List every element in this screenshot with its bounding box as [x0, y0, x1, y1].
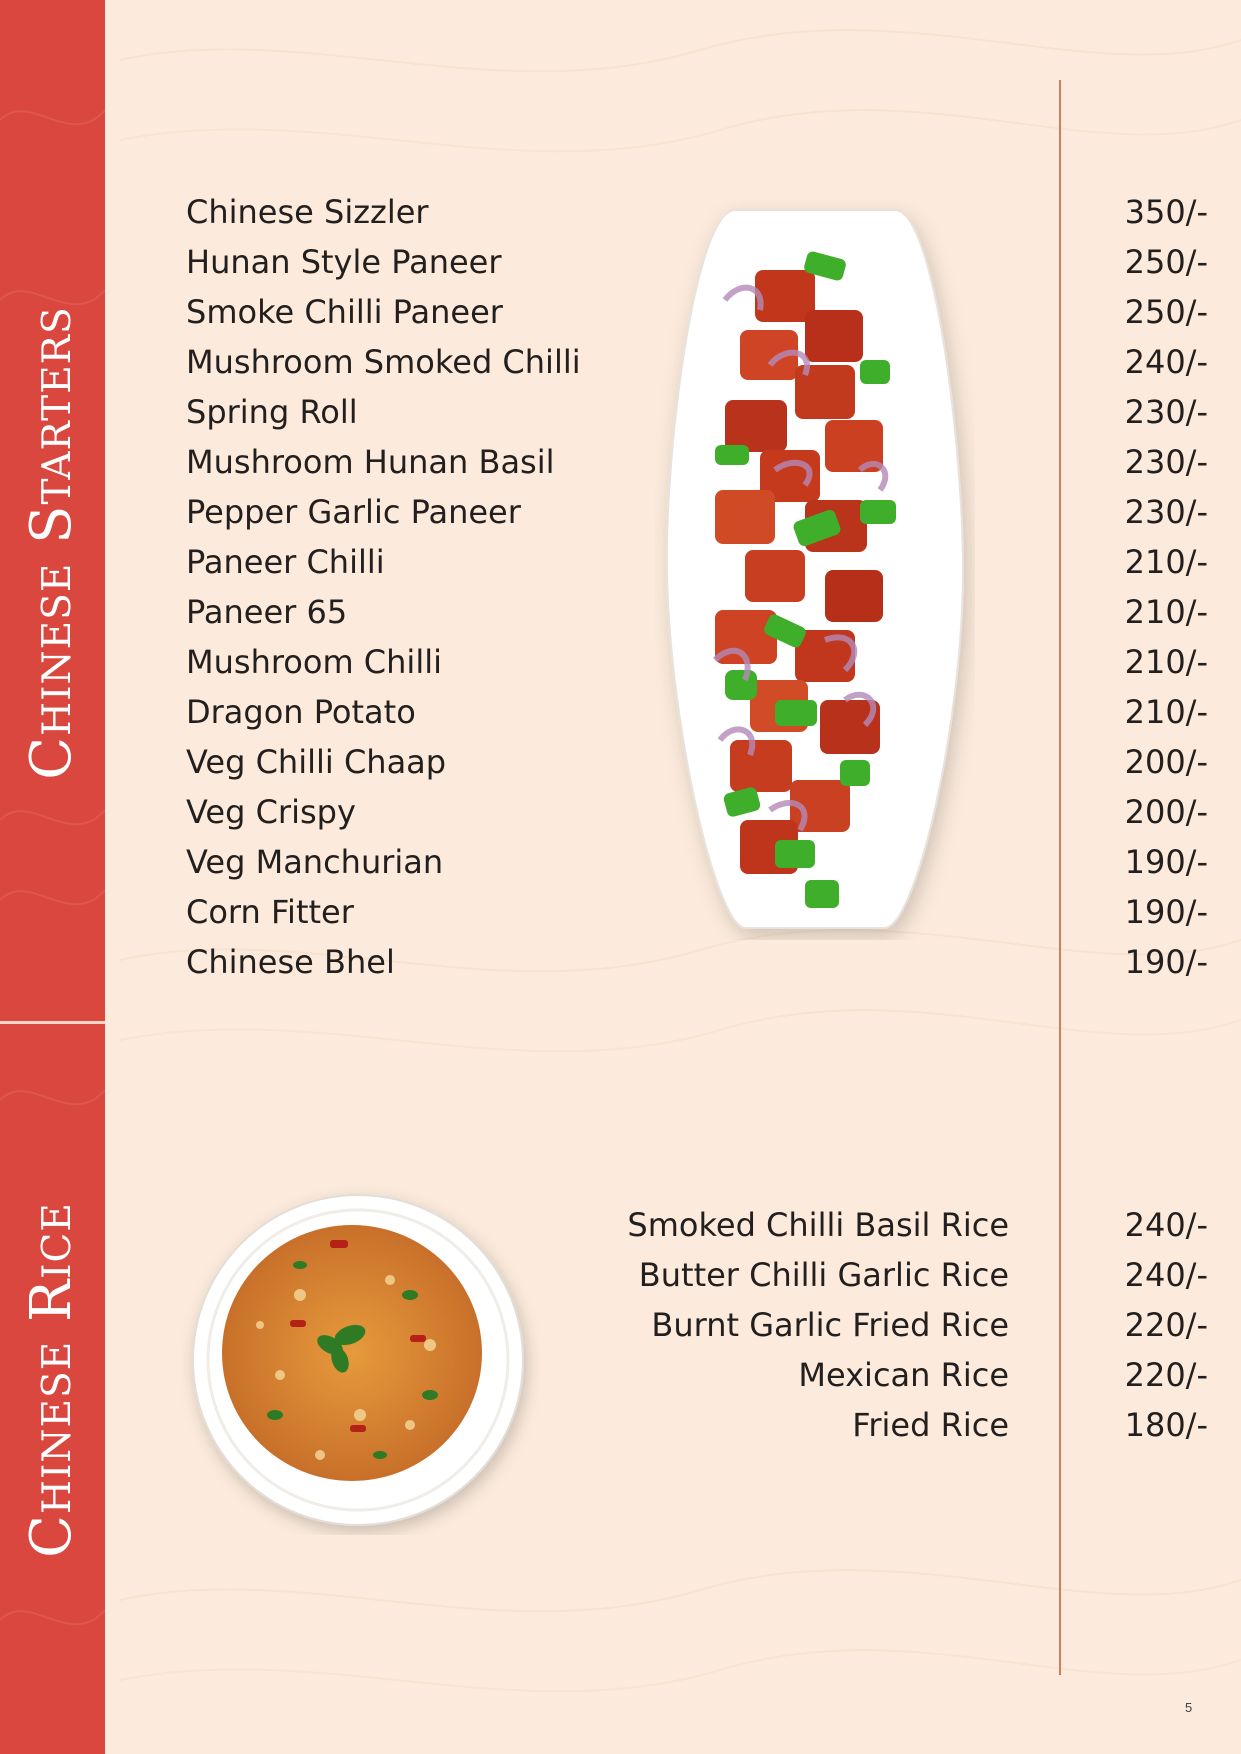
starters-item-name: Veg Crispy	[186, 793, 356, 831]
starters-item-name: Hunan Style Paneer	[186, 243, 502, 281]
starters-item-price: 210/-	[1124, 543, 1208, 581]
starters-item-price: 200/-	[1124, 793, 1208, 831]
rice-item-price: 180/-	[1124, 1406, 1208, 1444]
starters-item-price: 250/-	[1124, 293, 1208, 331]
starters-item-name: Chinese Sizzler	[186, 193, 429, 231]
starters-item-name: Mushroom Smoked Chilli	[186, 343, 581, 381]
rice-price-list	[1078, 1200, 1208, 1450]
starters-item-list	[186, 187, 581, 987]
starters-item-name: Mushroom Chilli	[186, 643, 442, 681]
starters-item-name: Smoke Chilli Paneer	[186, 293, 503, 331]
starters-item-price: 250/-	[1124, 243, 1208, 281]
starters-item-price: 190/-	[1124, 843, 1208, 881]
starters-item-name: Veg Manchurian	[186, 843, 444, 881]
rice-item-list	[589, 1200, 1009, 1450]
starters-price-list	[1078, 187, 1208, 987]
starters-item-name: Corn Fitter	[186, 893, 354, 931]
starters-item-price: 230/-	[1124, 493, 1208, 531]
rice-item-name: Mexican Rice	[798, 1356, 1009, 1394]
starters-item-price: 240/-	[1124, 343, 1208, 381]
rice-item-price: 240/-	[1124, 1206, 1208, 1244]
fried-rice-dish-image	[180, 1185, 540, 1535]
starters-item-price: 200/-	[1124, 743, 1208, 781]
starters-item-name: Dragon Potato	[186, 693, 416, 731]
starters-item-name: Spring Roll	[186, 393, 358, 431]
rice-item-price: 220/-	[1124, 1306, 1208, 1344]
rice-item-name: Butter Chilli Garlic Rice	[638, 1256, 1009, 1294]
starters-item-price: 210/-	[1124, 693, 1208, 731]
rice-item-price: 220/-	[1124, 1356, 1208, 1394]
section-title-starters: Chinese Starters	[19, 306, 84, 780]
rice-item-name: Fried Rice	[852, 1406, 1009, 1444]
starters-item-price: 350/-	[1124, 193, 1208, 231]
price-column-rule	[1059, 80, 1061, 1675]
band-divider	[0, 1021, 105, 1024]
starters-item-name: Chinese Bhel	[186, 943, 395, 981]
starters-item-price: 210/-	[1124, 593, 1208, 631]
chilli-paneer-dish-image	[655, 200, 975, 940]
starters-item-name: Paneer 65	[186, 593, 348, 631]
rice-item-name: Smoked Chilli Basil Rice	[627, 1206, 1009, 1244]
starters-item-name: Paneer Chilli	[186, 543, 385, 581]
starters-item-name: Pepper Garlic Paneer	[186, 493, 521, 531]
starters-item-name: Veg Chilli Chaap	[186, 743, 447, 781]
page-number: 5	[1185, 1700, 1193, 1715]
rice-item-name: Burnt Garlic Fried Rice	[651, 1306, 1009, 1344]
starters-item-price: 230/-	[1124, 393, 1208, 431]
starters-item-price: 230/-	[1124, 443, 1208, 481]
section-title-rice: Chinese Rice	[19, 1202, 84, 1558]
starters-item-price: 190/-	[1124, 943, 1208, 981]
rice-item-price: 240/-	[1124, 1256, 1208, 1294]
starters-item-price: 190/-	[1124, 893, 1208, 931]
side-band	[0, 0, 105, 1754]
starters-item-price: 210/-	[1124, 643, 1208, 681]
starters-item-name: Mushroom Hunan Basil	[186, 443, 555, 481]
